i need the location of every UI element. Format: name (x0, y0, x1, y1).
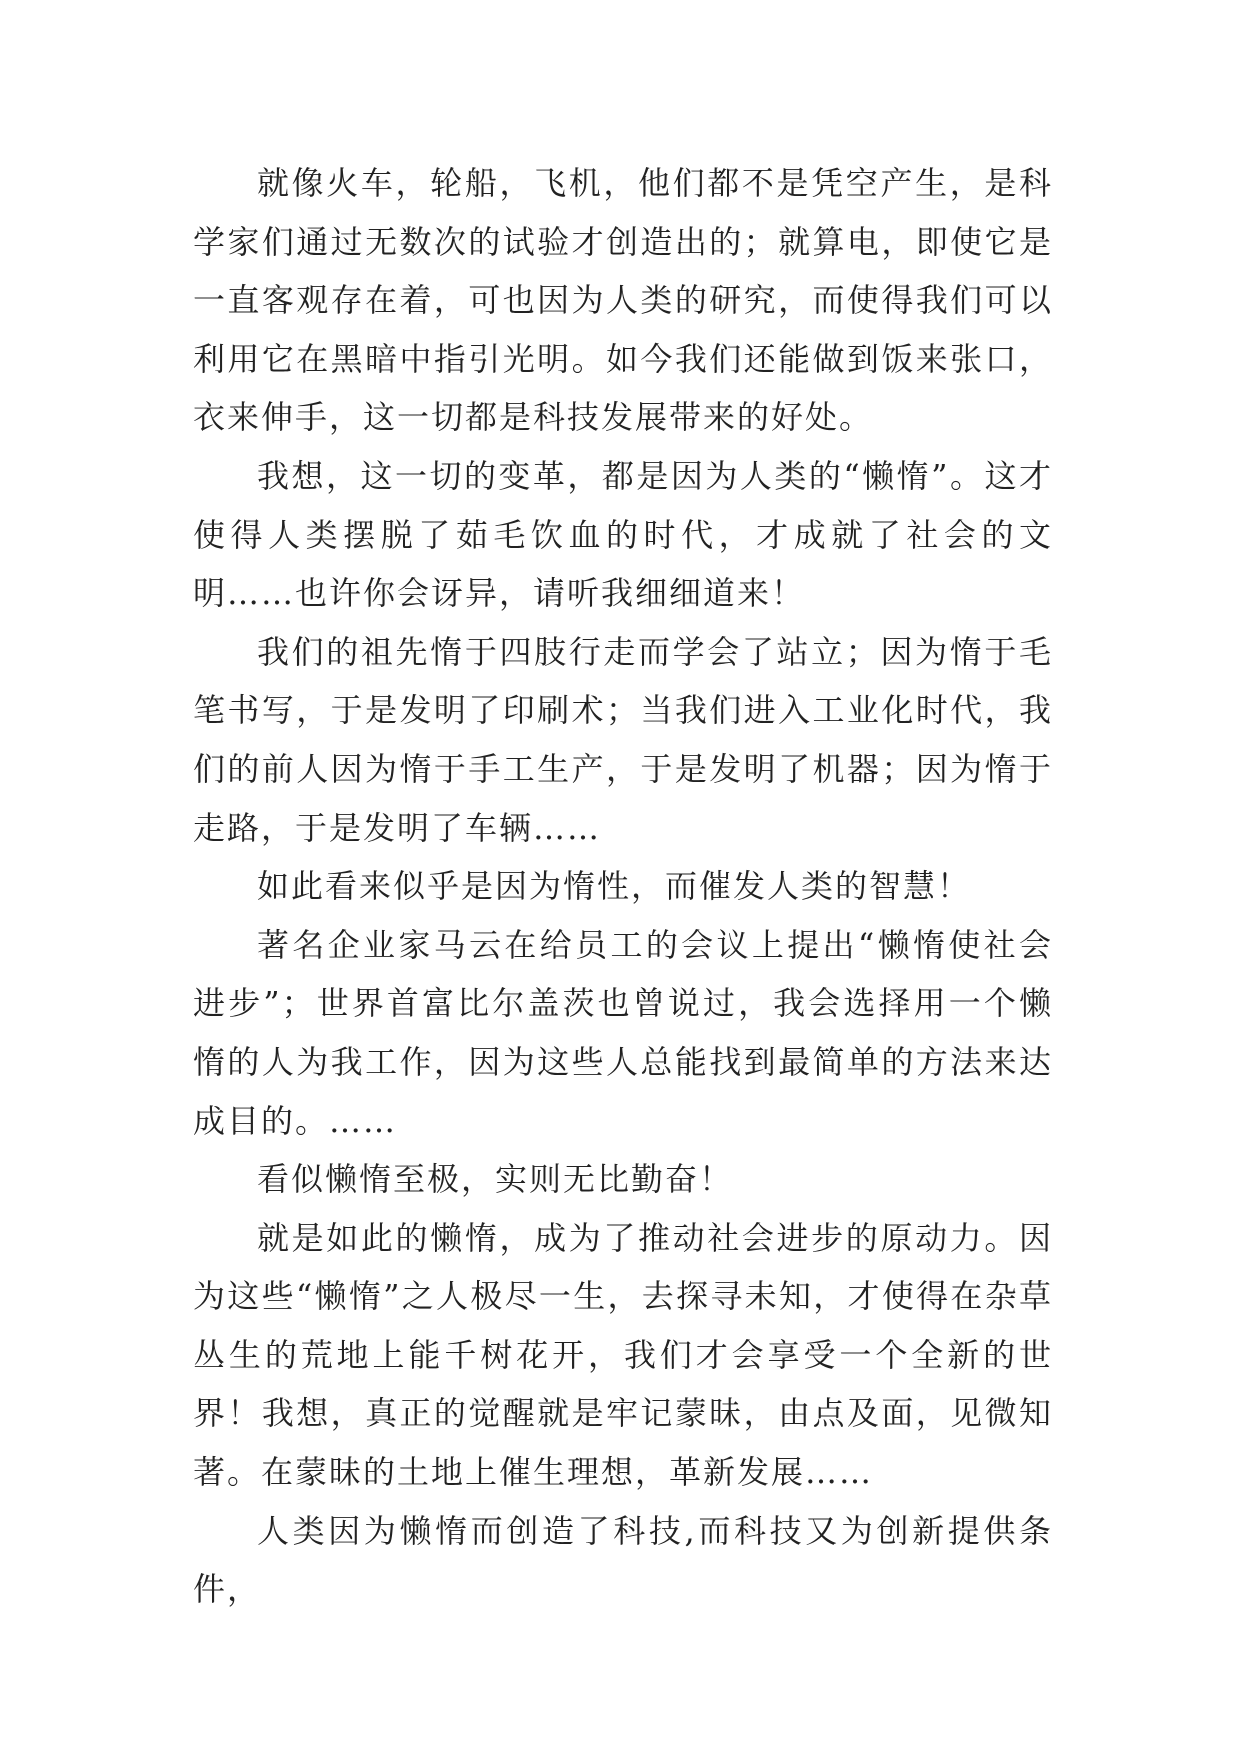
paragraph-3: 我们的祖先惰于四肢行走而学会了站立；因为惰于毛笔书写，于是发明了印刷术；当我们进入工业化时代，我们的前人因为惰于手工生产，于是发明了机器；因为惰于走路，于是发明了车辆…… (193, 632, 1053, 847)
document-body (193, 154, 1053, 1619)
paragraph-8: 人类因为懒惰而创造了科技,而科技又为创新提供条件， (193, 1511, 1053, 1609)
paragraph-6: 看似懒惰至极，实则无比勤奋！ (257, 1160, 734, 1199)
paragraph-5: 著名企业家马云在给员工的会议上提出“懒惰使社会进步”；世界首富比尔盖茨也曾说过，我会选择用一个懒惰的人为我工作，因为这些人总能找到最简单的方法来达成目的。…… (193, 925, 1053, 1140)
paragraph-4: 如此看来似乎是因为惰性，而催发人类的智慧！ (257, 867, 972, 906)
paragraph-7: 就是如此的懒惰，成为了推动社会进步的原动力。因为这些“懒惰”之人极尽一生，去探寻未知，才使得在杂草丛生的荒地上能千树花开，我们才会享受一个全新的世界！我想，真正的觉醒就是牢记蒙昧，由点及面，见微知著。在蒙昧的土地上催生理想，革新发展…… (193, 1218, 1053, 1492)
paragraph-2: 我想，这一切的变革，都是因为人类的“懒惰”。这才使得人类摆脱了茹毛饮血的时代，才成就了社会的文明……也许你会讶异，请听我细细道来！ (193, 456, 1053, 613)
paragraph-1: 就像火车，轮船，飞机，他们都不是凭空产生，是科学家们通过无数次的试验才创造出的；就算电，即使它是一直客观存在着，可也因为人类的研究，而使得我们可以利用它在黑暗中指引光明。如今我们还能做到饭来张口，衣来伸手，这一切都是科技发展带来的好处。 (193, 164, 1053, 437)
